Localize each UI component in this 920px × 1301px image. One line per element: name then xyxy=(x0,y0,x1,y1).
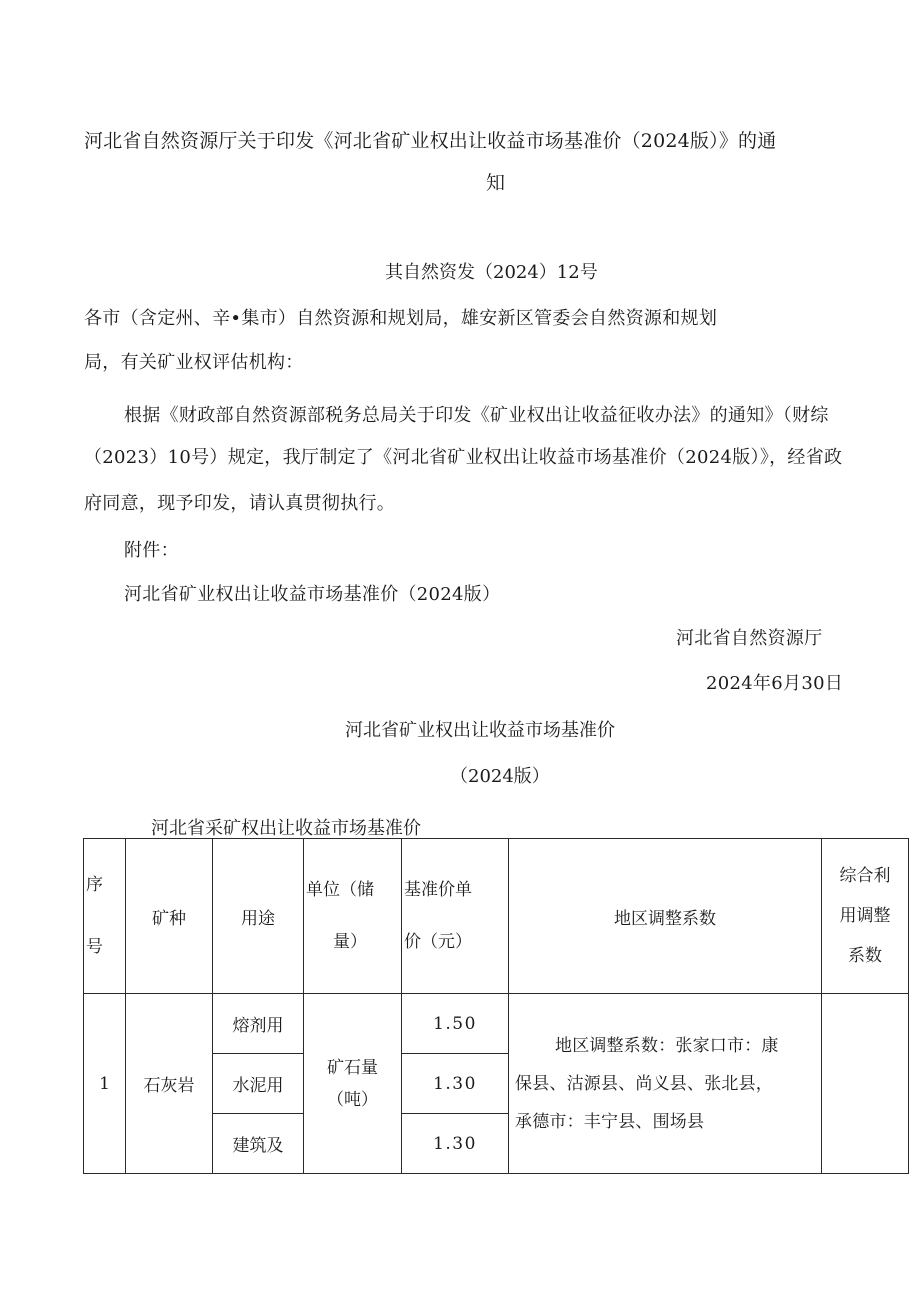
header-seq: 序 号 xyxy=(84,839,126,994)
cell-use: 熔剂用 xyxy=(213,994,304,1054)
cell-unit: 矿石量 （吨） xyxy=(304,994,402,1174)
cell-seq: 1 xyxy=(84,994,126,1174)
attachment-item: 河北省矿业权出让收益市场基准价（2024版） xyxy=(124,584,501,605)
table-row xyxy=(84,994,909,1054)
attachment-label: 附件： xyxy=(124,540,179,561)
header-use: 用途 xyxy=(213,839,304,994)
body-line1: 根据《财政部自然资源部税务总局关于印发《矿业权出让收益征收办法》的通知》（财综 xyxy=(124,405,829,426)
cell-region: 地区调整系数：张家口市：康 保县、沽源县、尚义县、张北县， 承德市：丰宁县、围场县 xyxy=(509,994,822,1174)
table-header-row xyxy=(84,839,909,994)
notice-title-line1: 河北省自然资源厅关于印发《河北省矿业权出让收益市场基准价（2024版）》的通 xyxy=(84,130,777,152)
cell-price: 1.50 xyxy=(402,994,509,1054)
signature-date: 2024年6月30日 xyxy=(706,673,844,694)
document-number: 其自然资发（2024）12号 xyxy=(385,262,598,283)
header-mineral: 矿种 xyxy=(126,839,213,994)
appendix-version: （2024版） xyxy=(450,766,550,787)
notice-title-line2: 知 xyxy=(486,172,506,194)
price-table xyxy=(83,838,909,1174)
header-unit: 单位（储 量） xyxy=(304,839,402,994)
cell-mineral: 石灰岩 xyxy=(126,994,213,1174)
cell-comprehensive xyxy=(822,994,909,1174)
body-line2: （2023）10号）规定，我厅制定了《河北省矿业权出让收益市场基准价（2024版）》，经省政 xyxy=(84,447,843,468)
header-price: 基准价单 价（元） xyxy=(402,839,509,994)
cell-use: 建筑及 xyxy=(213,1114,304,1174)
header-comprehensive: 综合利 用调整 系数 xyxy=(822,839,909,994)
cell-use: 水泥用 xyxy=(213,1054,304,1114)
cell-price: 1.30 xyxy=(402,1054,509,1114)
cell-price: 1.30 xyxy=(402,1114,509,1174)
addressee-line1: 各市（含定州、辛•集市）自然资源和规划局，雄安新区管委会自然资源和规划 xyxy=(84,308,718,329)
body-line3: 府同意，现予印发，请认真贯彻执行。 xyxy=(84,493,396,514)
appendix-heading: 河北省矿业权出让收益市场基准价 xyxy=(345,720,615,741)
table-caption: 河北省采矿权出让收益市场基准价 xyxy=(151,818,421,839)
header-region: 地区调整系数 xyxy=(509,839,822,994)
signature-org: 河北省自然资源厅 xyxy=(676,628,823,649)
addressee-line2: 局，有关矿业权评估机构： xyxy=(84,352,304,373)
